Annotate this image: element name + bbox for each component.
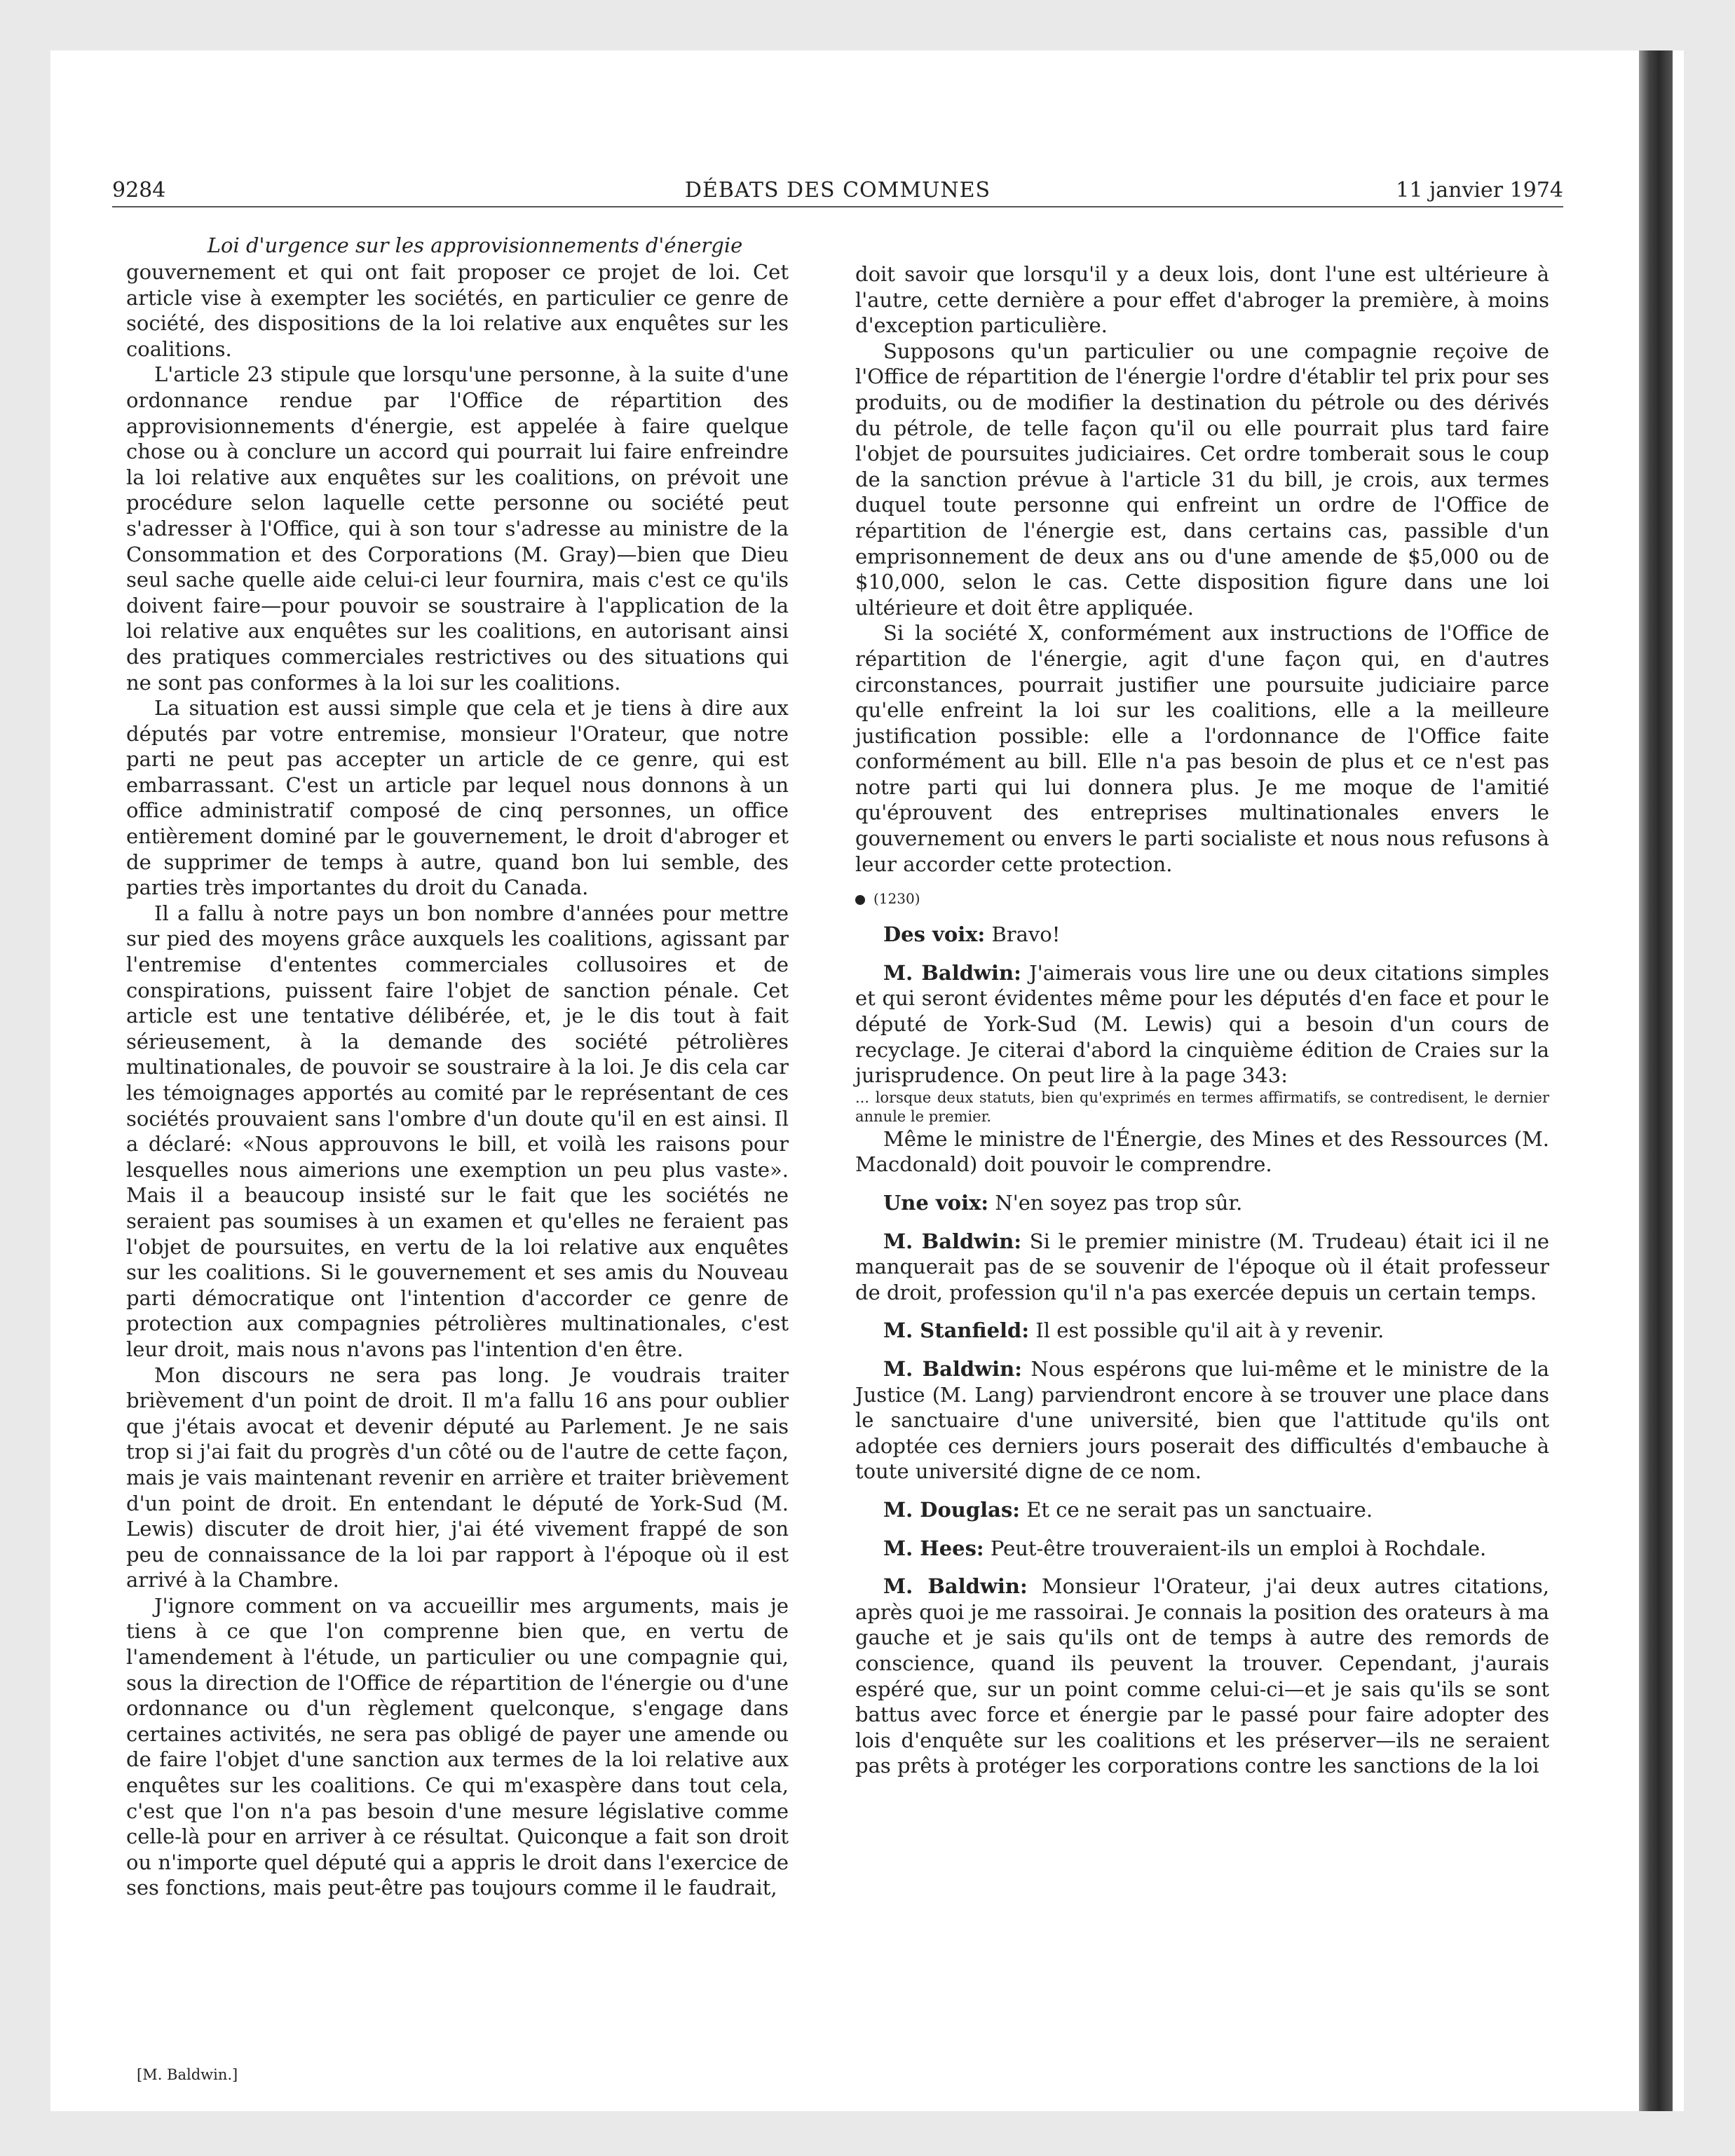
speech-text: Il est possible qu'il ait à y revenir.: [1029, 1318, 1384, 1343]
speech-text: Si le premier ministre (M. Trudeau) était ici il ne manquerait pas de se souvenir de l'époque où il était professeur de droit, profession qu'il n'a pas exercée depuis un certain temps.: [855, 1229, 1549, 1304]
speech: [855, 922, 1549, 948]
speech: [855, 960, 1549, 1089]
speech: [855, 1318, 1549, 1344]
speaker-name: Des voix:: [883, 922, 986, 947]
speaker-attribution: [M. Baldwin.]: [137, 2066, 238, 2083]
speech-text: Monsieur l'Orateur, j'ai deux autres citations, après quoi je me rassoirai. Je connais la position des orateurs à ma gauche et je sais qu'ils ont de temps à autre des remords de conscience, quand ils peuvent la trouver. Cependant, j'aurais espéré que, sur un point comme celui-ci—et je sais qu'ils se sont battus avec force et énergie par le passé pour faire adopter des lois d'enquête sur les coalitions et les préserver—ils ne seraient pas prêts à protéger les corporations contre les sanctions de la loi: [855, 1574, 1549, 1778]
paragraph: Mon discours ne sera pas long. Je voudrais traiter brièvement d'un point de droit. Il m'a fallu 16 ans pour oublier que j'étais avocat et devenir député au Parlement. Je ne sais trop si j'ai fait du progrès d'un côté ou de l'autre de cette façon, mais je vais maintenant revenir en arrière et traiter brièvement d'un point de droit. En entendant le député de York-Sud (M. Lewis) discuter de droit hier, j'ai été vivement frappé de son peu de connaissance de la loi par rapport à l'époque où il est arrivé à la Chambre.: [126, 1363, 789, 1592]
page-date: 11 janvier 1974: [1396, 178, 1563, 203]
speech-text: Peut-être trouveraient-ils un emploi à Rochdale.: [984, 1536, 1487, 1560]
speech-text: Bravo!: [985, 922, 1061, 947]
paragraph: Supposons qu'un particulier ou une compagnie reçoive de l'Office de répartition de l'énergie l'ordre d'établir tel prix pour ses produits, ou de modifier la destination du pétrole ou des dérivés du pétrole, de telle façon qu'il ou elle pourrait plus tard faire l'objet de poursuites judiciaires. Cet ordre tomberait sous le coup de la sanction prévue à l'article 31 du bill, je crois, aux termes duquel toute personne qui enfreint un ordre de l'Office de répartition de l'énergie est, dans certains cas, passible d'un emprisonnement de deux ans ou d'une amende de $5,000 ou de $10,000, selon le cas. Cette disposition figure dans une loi ultérieure et doit être appliquée.: [855, 339, 1549, 620]
speech-text: Nous espérons que lui-même et le ministre de la Justice (M. Lang) parviendront encore à se trouver une place dans le sanctuaire d'une université, bien que l'attitude qu'ils ont adoptée ces derniers jours poserait des difficultés d'embauche à toute université digne de ce nom.: [855, 1356, 1549, 1484]
paragraph: Même le ministre de l'Énergie, des Mines et des Ressources (M. Macdonald) doit pouvoir le comprendre.: [855, 1126, 1549, 1177]
page-header: [112, 175, 1563, 207]
speaker-name: M. Baldwin:: [883, 1229, 1022, 1253]
right-column: [855, 261, 1549, 1779]
speech-text: J'aimerais vous lire une ou deux citations simples et qui seront évidentes même pour les députés d'en face et pour le député de York-Sud (M. Lewis) qui a besoin d'un cours de recyclage. Je citerai d'abord la cinquième édition de Craies sur la jurisprudence. On peut lire à la page 343:: [855, 960, 1549, 1088]
speech: [855, 1497, 1549, 1523]
speech: [855, 1229, 1549, 1306]
speaker-name: M. Baldwin:: [883, 960, 1021, 985]
bullet-icon: [855, 895, 865, 905]
speaker-name: M. Baldwin:: [883, 1574, 1028, 1599]
time-marker-text: (1230): [873, 890, 920, 908]
speaker-name: M. Douglas:: [883, 1497, 1020, 1522]
time-marker: [855, 888, 1549, 909]
scan-edge: [1639, 50, 1673, 2111]
paragraph: gouvernement et qui ont fait proposer ce projet de loi. Cet article vise à exempter les sociétés, en particulier ce genre de société, des dispositions de la loi relative aux enquêtes sur les coalitions.: [126, 260, 789, 361]
speech: [855, 1356, 1549, 1485]
left-column: [126, 231, 789, 1901]
page-number: 9284: [112, 178, 166, 203]
speech: [855, 1190, 1549, 1216]
publication-title: DÉBATS DES COMMUNES: [684, 178, 991, 203]
paragraph: La situation est aussi simple que cela et je tiens à dire aux députés par votre entremise, monsieur l'Orateur, que notre parti ne peut pas accepter un article de ce genre, qui est embarrassant. C'est un article par lequel nous donnons à un office administratif composé de cinq personnes, un office entièrement dominé par le gouvernement, le droit d'abroger et de supprimer de temps à autre, quand bon lui semble, des parties très importantes du droit du Canada.: [126, 696, 789, 900]
speech: [855, 1574, 1549, 1779]
speaker-name: M. Baldwin:: [883, 1356, 1022, 1381]
speech: [855, 1536, 1549, 1562]
paragraph: J'ignore comment on va accueillir mes arguments, mais je tiens à ce que l'on comprenne bien que, en vertu de l'amendement à l'étude, un particulier ou une compagnie qui, sous la direction de l'Office de répartition de l'énergie ou d'une ordonnance ou d'un règlement quelconque, s'engage dans certaines activités, ne sera pas obligé de payer une amende ou de faire l'objet d'une sanction aux termes de la loi relative aux enquêtes sur les coalitions. Ce qui m'exaspère dans tout cela, c'est que l'on n'a pas besoin d'une mesure législative comme celle-là pour en arriver à ce résultat. Quiconque a fait son droit ou n'importe quel député qui a appris le droit dans l'exercice de ses fonctions, mais peut-être pas toujours comme il le faudrait,: [126, 1593, 789, 1900]
paragraph: doit savoir que lorsqu'il y a deux lois, dont l'une est ultérieure à l'autre, cette dernière a pour effet d'abroger la première, à moins d'exception particulière.: [855, 262, 1549, 338]
section-subhead: Loi d'urgence sur les approvisionnements d'énergie: [207, 233, 743, 257]
speaker-name: M. Stanfield:: [883, 1318, 1030, 1343]
speaker-name: Une voix:: [883, 1191, 989, 1215]
paragraph: Il a fallu à notre pays un bon nombre d'années pour mettre sur pied des moyens grâce auxquels les coalitions, agissant par l'entremise d'ententes commerciales collusoires et de conspirations, puissent faire l'objet de sanction pénale. Cet article est une tentative délibérée, et, je le dis tout à fait sérieusement, à la demande des société pétrolières multinationales, de pouvoir se soustraire à la loi. Je dis cela car les témoignages apportés au comité par le représentant de ces sociétés prouvaient sans l'ombre d'un doute qu'il en est ainsi. Il a déclaré: «Nous approuvons le bill, et voilà les raisons pour lesquelles nous aimerions une exemption un peu plus vaste». Mais il a beaucoup insisté sur le fait que les sociétés ne seraient pas soumises à un examen et qu'elles ne feraient pas l'objet de poursuites, en vertu de la loi relative aux enquêtes sur les coalitions. Si le gouvernement et ses amis du Nouveau parti démocratique ont l'intention d'accorder ce genre de protection aux compagnies pétrolières multinationales, c'est leur droit, mais nous n'avons pas l'intention d'en être.: [126, 901, 789, 1361]
block-quote: ... lorsque deux statuts, bien qu'exprimés en termes affirmatifs, se contredisent, le dernier annule le premier.: [855, 1089, 1549, 1125]
speaker-name: M. Hees:: [883, 1536, 984, 1560]
speech-text: Et ce ne serait pas un sanctuaire.: [1020, 1497, 1373, 1522]
speech-text: N'en soyez pas trop sûr.: [988, 1191, 1243, 1215]
paragraph: L'article 23 stipule que lorsqu'une personne, à la suite d'une ordonnance rendue par l'Office de répartition des approvisionnements d'énergie, est appelée à faire quelque chose ou à conclure un accord qui pourrait lui faire enfreindre la loi relative aux enquêtes sur les coalitions, on prévoit une procédure selon laquelle cette personne ou société peut s'adresser à l'Office, qui à son tour s'adresse au ministre de la Consommation et des Corporations (M. Gray)—bien que Dieu seul sache quelle aide celui-ci leur fournira, mais c'est ce qu'ils doivent faire—pour pouvoir se soustraire à l'application de la loi relative aux enquêtes sur les coalitions, en autorisant ainsi des pratiques commerciales restrictives ou des situations qui ne sont pas conformes à la loi sur les coalitions.: [126, 362, 789, 695]
paragraph: Si la société X, conformément aux instructions de l'Office de répartition de l'énergie, agit d'une façon qui, en d'autres circonstances, pourrait justifier une poursuite judiciaire parce qu'elle enfreint la loi sur les coalitions, elle a la meilleure justification possible: elle a l'ordonnance de l'Office faite conformément au bill. Elle n'a pas besoin de plus et ce n'est pas notre parti qui lui donnera plus. Je me moque de l'amitié qu'éprouvent des entreprises multinationales envers le gouvernement ou envers le parti socialiste et nous nous refusons à leur accorder cette protection.: [855, 621, 1549, 876]
